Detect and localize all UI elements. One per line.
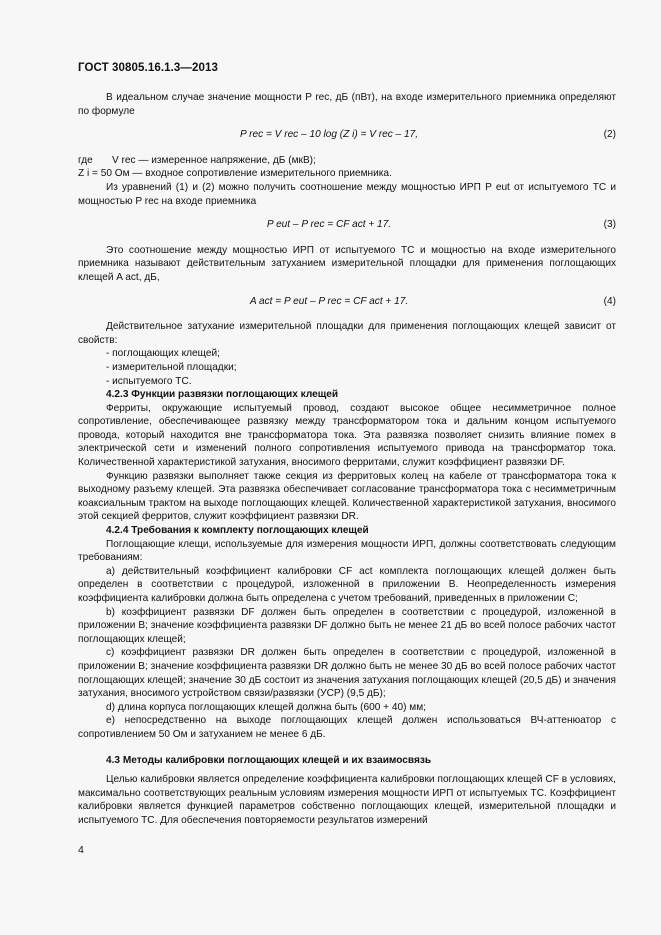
formula-4-number: (4) xyxy=(603,295,616,307)
list-item: - измерительной площадки; xyxy=(106,361,237,373)
section-heading-4-2-3: 4.2.3 Функции развязки поглощающих клещей xyxy=(106,389,339,401)
formula-2 xyxy=(78,128,616,142)
where-vrec: V rec — измеренное напряжение, дБ (мкВ); xyxy=(112,154,316,166)
page-content xyxy=(78,91,616,828)
paragraph-derive: Из уравнений (1) и (2) можно получить соотношение между мощностью ИРП P eut от испытуемого ТС и мощностью P rec на входе приемника xyxy=(78,181,616,207)
requirement-e: е) непосредственно на выходе поглощающих клещей должен использоваться ВЧ-аттенюатор с сопротивлением 50 Ом и затуханием не менее 6 дБ. xyxy=(78,715,616,740)
paragraph-depends: Действительное затухание измерительной площадки для применения поглощающих клещей зависит от свойств: xyxy=(78,321,616,346)
paragraph-decoupling: Функцию развязки выполняет также секция из ферритовых колец на кабеле от трансформатора тока к выходному разъему клещей. Эта развязка обеспечивает согласование трансформатора тока с несимметричным коаксиальным трактом на выходе поглощающих клещей. Количественной характеристикой затухания, вносимого этой секцией ферритов, служит коэффициент развязки DR. xyxy=(78,470,616,523)
paragraph-calibration: Целью калибровки является определение коэффициента калибровки поглощающих клещей CF в условиях, максимально соответствующих реальным условиям измерения мощности ИРП от испытуемых ТС. Коэффициент калибровки является функцией параметров собственно поглощающих клещей, измерительной площадки и испытуемого ТС. Для обеспечения повторяемости результатов измерений xyxy=(78,774,616,826)
requirement-a: а) действительный коэффициент калибровки CF act комплекта поглощающих клещей должен быть определен в соответствии с процедурой, изложенной в приложении В. Неопределенность измерения коэффициента калибровки должна быть определена с учетом требований, приведенных в приложении С; xyxy=(78,565,616,604)
paragraph-attenuation: Это соотношение между мощностью ИРП от испытуемого ТС и мощностью на входе измерительного приемника называют действительным затуханием измерительной площадки для применения поглощающих клещей A act, дБ, xyxy=(78,244,616,283)
formula-2-number: (2) xyxy=(603,129,616,141)
section-heading-4-3: 4.3 Методы калибровки поглощающих клещей и их взаимосвязь xyxy=(106,754,432,766)
document-header: ГОСТ 30805.16.1.3—2013 xyxy=(78,62,218,74)
formula-2-expression: P rec = V rec – 10 log (Z i) = V rec – 17, xyxy=(239,129,419,141)
formula-3-number: (3) xyxy=(603,219,616,231)
section-heading-4-2-4: 4.2.4 Требования к комплекту поглощающих клещей xyxy=(106,525,369,537)
formula-3-expression: P eut – P rec = CF act + 17. xyxy=(266,219,392,231)
page-number: 4 xyxy=(78,844,84,856)
requirement-b: b) коэффициент развязки DF должен быть определен в соответствии с процедурой, изложенной в приложении В; значение коэффициента развязки DF должно быть не менее 21 дБ во всей полосе рабочих частот поглощающих клещей; xyxy=(78,606,616,645)
formula-4 xyxy=(78,295,616,309)
list-item: - испытуемого ТС. xyxy=(106,375,192,387)
paragraph-intro: В идеальном случае значение мощности P rec, дБ (пВт), на входе измерительного приемника определяют по формуле xyxy=(78,92,616,117)
where-zi: Z i = 50 Ом — входное сопротивление измерительного приемника. xyxy=(78,168,392,180)
requirement-d: d) длина корпуса поглощающих клещей должна быть (600 + 40) мм; xyxy=(106,701,426,713)
where-label: где xyxy=(78,154,93,166)
formula-3 xyxy=(78,218,616,232)
formula-4-expression: A act = P eut – P rec = CF act + 17. xyxy=(249,295,409,307)
paragraph-ferrites: Ферриты, окружающие испытуемый провод, создают высокое общее несимметричное полное сопротивление, обеспечивающее развязку между трансформатором тока и дальним концом испытуемого провода, который находится вне трансформатора тока. Эта развязка позволяет снизить влияние помех в электрической сети и изменений полного сопротивления испытуемого привода на трансформатор тока. Количественной характеристикой затухания, вносимого ферритами, служит коэффициент развязки DF. xyxy=(78,402,616,469)
requirement-c: с) коэффициент развязки DR должен быть определен в соответствии с процедурой, изложенной в приложении В; значение коэффициента развязки DR должно быть не менее 30 дБ во всей полосе рабочих частот поглощающих клещей; значение 30 дБ состоит из значения затухания поглощающих клещей (20,5 дБ) и значения затухания, вносимого устройством связи/развязки (УСР) (9,5 дБ); xyxy=(78,647,616,700)
paragraph-requirements: Поглощающие клещи, используемые для измерения мощности ИРП, должны соответствовать следующим требованиям: xyxy=(78,538,616,564)
list-item: - поглощающих клещей; xyxy=(106,348,220,360)
where-line-1 xyxy=(78,154,616,168)
